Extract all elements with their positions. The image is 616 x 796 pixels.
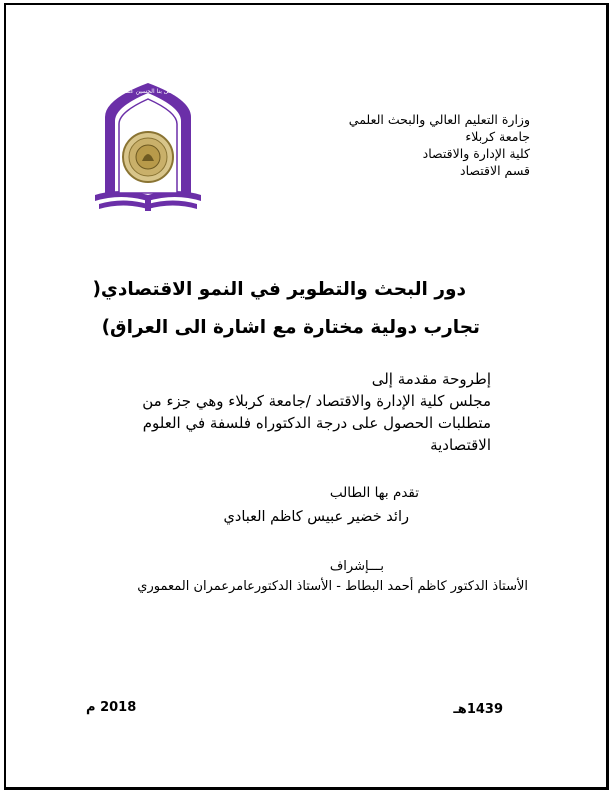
supervision-label: بـــإشراف — [329, 559, 384, 574]
student-name: رائد خضير عبيس كاظم العبادي — [223, 509, 409, 525]
thesis-line-3: متطلبات الحصول على درجة الدكتوراه فلسفة في العلوم — [142, 414, 491, 432]
thesis-statement — [101, 368, 491, 456]
gregorian-year: 2018 م — [86, 700, 137, 715]
supervisor-names: الأستاذ الدكتور كاظم أحمد البطاط - الأستاذ الدكتورعامرعمران المعموري — [137, 579, 528, 594]
thesis-title-line-1: دور البحث والتطوير في النمو الاقتصادي( — [92, 279, 466, 300]
thesis-title-line-2: تجارب دولية مختارة مع اشارة الى العراق) — [101, 317, 480, 338]
college-name: كلية الإدارة والاقتصاد — [422, 146, 530, 161]
university-name: جامعة كربلاء — [465, 129, 530, 144]
thesis-line-4: الاقتصادية — [430, 436, 491, 454]
institution-header — [349, 111, 530, 179]
hijri-year: 1439هـ — [453, 702, 503, 717]
logo-arch-text: وسل بنا الحسين عسى — [119, 88, 177, 95]
thesis-line-2: مجلس كلية الإدارة والاقتصاد /جامعة كربلاء وهي جزء من — [142, 392, 491, 410]
thesis-line-1: إطروحة مقدمة إلى — [371, 370, 491, 388]
ministry-name: وزارة التعليم العالي والبحث العلمي — [348, 112, 530, 127]
department-name: قسم الاقتصاد — [460, 163, 530, 178]
university-logo — [93, 77, 203, 217]
student-label: تقدم بها الطالب — [329, 485, 419, 501]
